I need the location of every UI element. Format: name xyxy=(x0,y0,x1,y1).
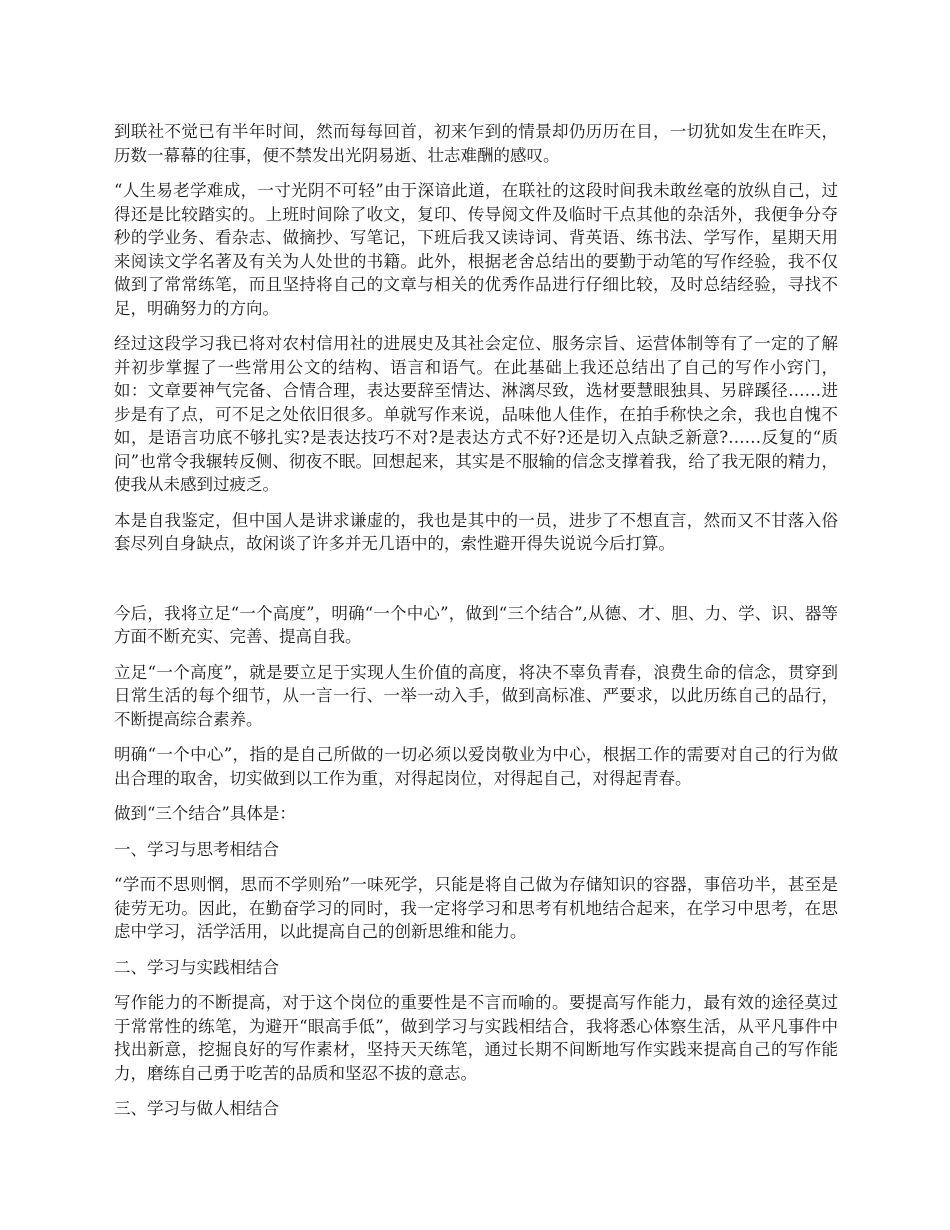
section-gap xyxy=(114,568,838,602)
paragraph-future-plan: 今后，我将立足“一个高度”，明确“一个中心”，做到“三个结合”,从德、才、胆、力、学、识、器等方面不断充实、完善、提高自我。 xyxy=(114,603,838,646)
paragraph-study-habits: “人生易老学难成，一寸光阴不可轻”由于深谙此道，在联社的这段时间我未敢丝毫的放纵自己，过得还是比较踏实的。上班时间除了收文，复印、传导阅文件及临时干点其他的杂活外，我便争分夺秒的学业务、看杂志、做摘抄、写笔记，下班后我又读诗词、背英语、练书法、学写作，星期天用来阅读文学名著及有关为人处世的书籍。此外，根据老舍总结出的要勤于动笔的写作经验，我不仅做到了常常练笔，而且坚持将自己的文章与相关的优秀作品进行仔细比较，及时总结经验，寻找不足，明确努力的方向。 xyxy=(114,181,838,318)
section-heading-study-practice: 二、学习与实践相结合 xyxy=(114,957,279,977)
paragraph-one-center: 明确“一个中心”，指的是自己所做的一切必须以爱岗敬业为中心，根据工作的需要对自己的行为做出合理的取舍，切实做到以工作为重，对得起岗位，对得起自己，对得起青春。 xyxy=(114,745,838,788)
section-heading-study-conduct: 三、学习与做人相结合 xyxy=(114,1099,279,1118)
paragraph-one-height: 立足“一个高度”，就是要立足于实现人生价值的高度，将决不辜负青春，浪费生命的信念，贯穿到日常生活的每个细节，从一言一行、一举一动入手，做到高标准、严要求，以此历练自己的品行，不断提高综合素养。 xyxy=(114,662,838,729)
section-body-study-practice: 写作能力的不断提高，对于这个岗位的重要性是不言而喻的。要提高写作能力，最有效的途径莫过于常常性的练笔，为避开“眼高手低”，做到学习与实践相结合，我将悉心体察生活，从平凡事件中找出新意，挖掘良好的写作素材，坚持天天练笔，通过长期不间断地写作实践来提高自己的写作能力，磨练自己勇于吃苦的品质和坚忍不拔的意志。 xyxy=(114,993,838,1083)
section-body-study-thinking: “学而不思则惘，思而不学则殆”一味死学，只能是将自己做为存储知识的容器，事倍功半，甚至是徒劳无功。因此，在勤奋学习的同时，我一定将学习和思考有机地结合起来，在学习中思考，在思虑中学习，活学活用，以此提高自己的创新思维和能力。 xyxy=(114,875,838,941)
paragraph-self-assessment: 本是自我鉴定，但中国人是讲求谦虚的，我也是其中的一员，进步了不想直言，然而又不甘落入俗套尽列自身缺点，故闲谈了许多并无几语中的，索性避开得失说说今后打算。 xyxy=(114,510,838,553)
document-body xyxy=(114,120,838,1133)
paragraph-three-combinations: 做到“三个结合”具体是： xyxy=(114,804,296,823)
paragraph-progress: 经过这段学习我已将对农村信用社的进展史及其社会定位、服务宗旨、运营体制等有了一定的了解并初步掌握了一些常用公文的结构、语言和语气。在此基础上我还总结出了自己的写作小窍门，如：文章要神气完备、合情合理，表达要辞至情达、淋漓尽致，选材要慧眼独具、另辟蹊径……进步是有了点，可不足之处依旧很多。单就写作来说，品味他人佳作，在拍手称快之余，我也自愧不如，是语言功底不够扎实?是表达技巧不对?是表达方式不好?还是切入点缺乏新意?……反复的“质问”也常令我辗转反侧、彻夜不眠。回想起来，其实是不服输的信念支撑着我，给了我无限的精力，使我从未感到过疲乏。 xyxy=(114,334,838,494)
section-heading-study-thinking: 一、学习与思考相结合 xyxy=(114,839,279,859)
paragraph-intro: 到联社不觉已有半年时间，然而每每回首，初来乍到的情景却仍历历在目，一切犹如发生在昨天，历数一幕幕的往事，便不禁发出光阴易逝、壮志难酬的感叹。 xyxy=(114,122,838,165)
